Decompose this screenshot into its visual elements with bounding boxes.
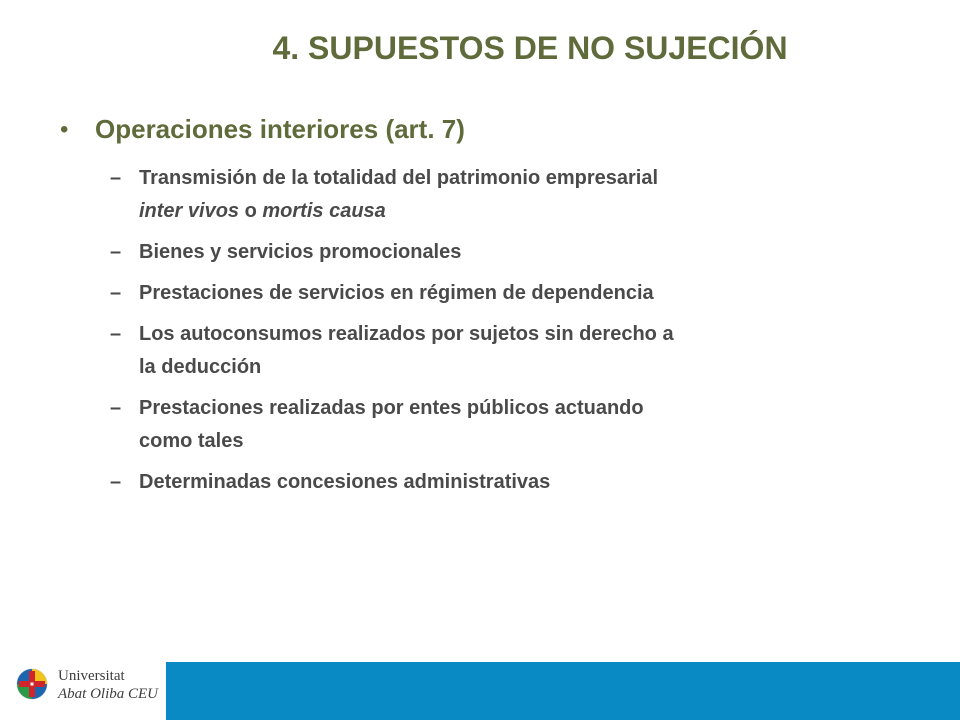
italic-term: inter vivos xyxy=(139,200,240,222)
list-item xyxy=(110,162,900,228)
logo-text-line-2: Abat Oliba CEU xyxy=(58,686,158,702)
list-item xyxy=(110,236,900,269)
list-item-line: Prestaciones realizadas por entes públicos actuando xyxy=(139,397,644,419)
list-item xyxy=(110,277,900,310)
bullet-heading: Operaciones interiores (art. 7) xyxy=(95,114,465,144)
dash-marker: – xyxy=(110,241,122,263)
italic-term: mortis causa xyxy=(262,200,386,222)
dash-marker: – xyxy=(110,471,122,493)
bullet-marker: • xyxy=(60,116,69,143)
university-logo xyxy=(14,664,164,714)
list-item-line-2 xyxy=(139,195,900,228)
list-item-line: Los autoconsumos realizados por sujetos sin derecho a xyxy=(139,323,674,345)
connector-text: o xyxy=(239,200,263,222)
list-item-line-2: como tales xyxy=(139,430,244,452)
list-item-line-2: la deducción xyxy=(139,356,262,378)
list-item-line: Transmisión de la totalidad del patrimonio empresarial xyxy=(139,167,659,189)
dash-marker: – xyxy=(110,167,122,189)
list-item-text: Bienes y servicios promocionales xyxy=(139,241,462,263)
dash-marker: – xyxy=(110,282,122,304)
cross-logo-icon xyxy=(16,668,48,700)
list-item xyxy=(110,318,900,384)
list-item xyxy=(110,466,900,499)
dash-marker: – xyxy=(110,323,122,345)
list-item xyxy=(110,392,900,458)
footer-bar xyxy=(166,662,960,720)
logo-text-line-1: Universitat xyxy=(58,668,125,684)
list-item-text: Determinadas concesiones administrativas xyxy=(139,471,551,493)
sub-item-list xyxy=(110,162,900,507)
dash-marker: – xyxy=(110,397,122,419)
slide-title: 4. SUPUESTOS DE NO SUJECIÓN xyxy=(272,30,788,66)
list-item-text: Prestaciones de servicios en régimen de dependencia xyxy=(139,282,654,304)
